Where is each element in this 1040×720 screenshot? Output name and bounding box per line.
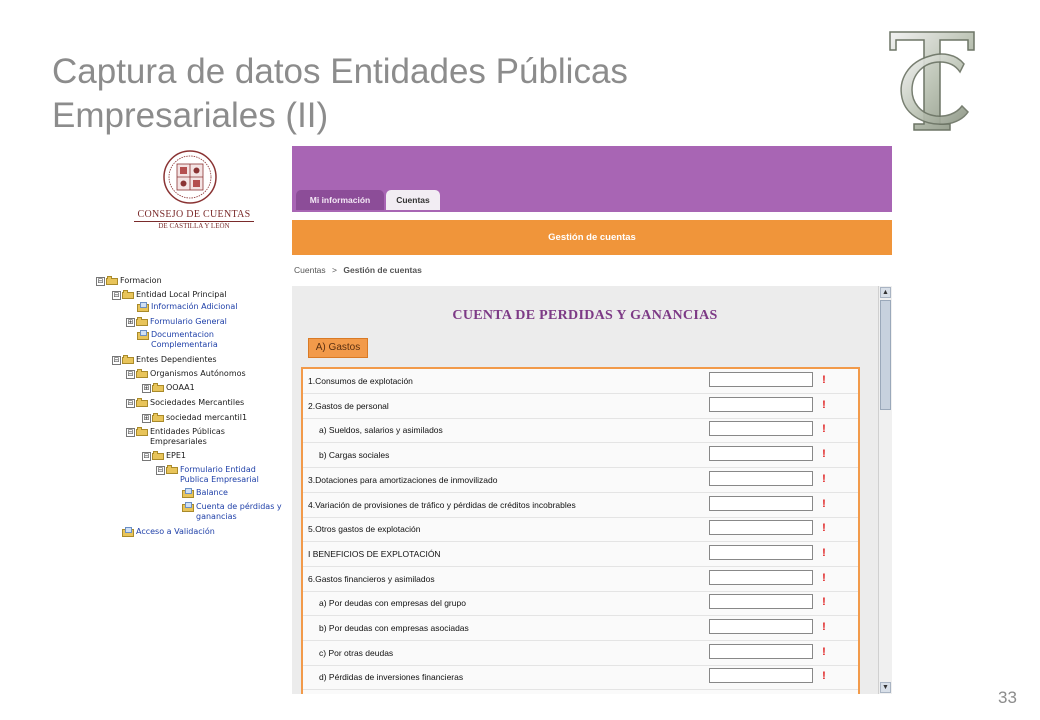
row-label: b) Por deudas con empresas asociadas bbox=[319, 623, 469, 633]
form-row bbox=[303, 369, 858, 394]
section-header: Gestión de cuentas bbox=[292, 220, 892, 255]
amount-input[interactable] bbox=[709, 594, 813, 609]
breadcrumb-current: Gestión de cuentas bbox=[343, 265, 422, 275]
form-row bbox=[303, 468, 858, 493]
form-title: CUENTA DE PERDIDAS Y GANANCIAS bbox=[452, 308, 718, 323]
amount-input[interactable] bbox=[709, 668, 813, 683]
tree-label: Formacion bbox=[120, 276, 162, 285]
tree-node-cuenta-pyg[interactable] bbox=[182, 502, 306, 522]
row-label: 5.Otros gastos de explotación bbox=[308, 524, 421, 535]
tree-node-formulario-general[interactable] bbox=[126, 317, 227, 327]
scrollbar-thumb[interactable] bbox=[880, 300, 891, 410]
expand-icon[interactable]: ⊞ bbox=[143, 384, 150, 392]
collapse-icon[interactable]: ⊟ bbox=[127, 399, 134, 407]
tree-node-organismos[interactable] bbox=[126, 369, 246, 379]
row-label: a) Sueldos, salarios y asimilados bbox=[319, 425, 443, 436]
tree-node-sociedad-mercantil1[interactable] bbox=[142, 413, 247, 423]
document-icon bbox=[182, 488, 194, 498]
folder-open-icon bbox=[166, 465, 178, 474]
tree-node-acceso-validacion[interactable] bbox=[122, 527, 215, 537]
breadcrumb-separator: > bbox=[332, 265, 338, 275]
required-alert-icon: ! bbox=[822, 398, 826, 411]
form-row bbox=[303, 517, 858, 542]
tree-node-informacion-adicional[interactable] bbox=[137, 302, 237, 312]
row-label: 2.Gastos de personal bbox=[308, 400, 389, 411]
document-icon bbox=[122, 527, 134, 537]
tree-label: Entidad Local Principal bbox=[136, 290, 227, 299]
form-row bbox=[303, 616, 858, 641]
top-bar bbox=[292, 146, 892, 212]
amount-input[interactable] bbox=[709, 471, 813, 486]
form-row bbox=[303, 591, 858, 616]
tree-node-formulario-epe[interactable] bbox=[156, 465, 280, 485]
required-alert-icon: ! bbox=[822, 423, 826, 436]
left-panel bbox=[94, 146, 292, 694]
collapse-icon[interactable]: ⊟ bbox=[127, 370, 134, 378]
breadcrumb bbox=[294, 265, 422, 275]
vertical-scrollbar[interactable] bbox=[878, 286, 892, 694]
required-alert-icon: ! bbox=[822, 497, 826, 510]
row-label: b) Cargas sociales bbox=[319, 450, 390, 461]
folder-open-icon bbox=[136, 427, 148, 436]
seal-logo bbox=[162, 148, 218, 206]
tree-label: sociedad mercantil1 bbox=[166, 413, 248, 422]
amount-input[interactable] bbox=[709, 520, 813, 535]
tree-label: Acceso a Validación bbox=[136, 527, 215, 536]
folder-open-icon bbox=[106, 276, 118, 285]
required-alert-icon: ! bbox=[822, 621, 826, 633]
required-alert-icon: ! bbox=[822, 546, 826, 559]
tab-cuentas[interactable]: Cuentas bbox=[386, 190, 440, 210]
tree-label: Formulario General bbox=[150, 317, 227, 326]
form-row bbox=[303, 443, 858, 468]
page-number: 33 bbox=[998, 688, 1017, 707]
tree-label: EPE1 bbox=[166, 451, 187, 460]
collapse-icon[interactable]: ⊟ bbox=[113, 291, 120, 299]
amount-input[interactable] bbox=[709, 644, 813, 659]
folder-icon bbox=[152, 413, 164, 422]
document-icon bbox=[137, 330, 149, 340]
tree-node-entes-dependientes[interactable] bbox=[112, 355, 217, 365]
required-alert-icon: ! bbox=[822, 645, 826, 658]
row-label: 4.Variación de provisiones de tráfico y pérdidas de créditos incobrables bbox=[308, 499, 576, 510]
folder-icon bbox=[136, 317, 148, 326]
slide-title: Captura de datos Entidades Públicas Empresariales (II) bbox=[52, 52, 628, 135]
folder-open-icon bbox=[152, 451, 164, 460]
amount-input[interactable] bbox=[709, 372, 813, 387]
tree-node-entidades-publicas[interactable] bbox=[126, 427, 250, 447]
tree-node-formacion[interactable] bbox=[96, 276, 162, 286]
amount-input[interactable] bbox=[709, 619, 813, 634]
amount-input[interactable] bbox=[709, 421, 813, 436]
collapse-icon[interactable]: ⊟ bbox=[157, 466, 164, 474]
scroll-down-icon[interactable]: ▼ bbox=[880, 682, 891, 693]
required-alert-icon: ! bbox=[822, 571, 826, 584]
amount-input[interactable] bbox=[709, 570, 813, 585]
tree-label: Información Adicional bbox=[151, 302, 238, 311]
form-row bbox=[303, 567, 858, 592]
folder-open-icon bbox=[122, 355, 134, 364]
folder-icon bbox=[152, 383, 164, 392]
amount-input[interactable] bbox=[709, 446, 813, 461]
org-region: DE CASTILLA Y LEÓN bbox=[158, 222, 230, 230]
required-alert-icon: ! bbox=[822, 472, 826, 485]
tree-label: OOAA1 bbox=[166, 383, 195, 392]
row-label: d) Pérdidas de inversiones financieras bbox=[319, 672, 464, 683]
row-label: a) Por deudas con empresas del grupo bbox=[319, 598, 466, 609]
expand-icon[interactable]: ⊞ bbox=[143, 414, 150, 422]
tree-label: Cuenta de pérdidas y ganancias bbox=[196, 502, 282, 521]
folder-open-icon bbox=[122, 290, 134, 299]
folder-open-icon bbox=[136, 398, 148, 407]
required-alert-icon: ! bbox=[822, 596, 826, 609]
section-label: A) Gastos bbox=[308, 338, 368, 358]
tree-node-epe1[interactable] bbox=[142, 451, 186, 461]
tree-node-balance[interactable] bbox=[182, 488, 228, 498]
form-row bbox=[303, 665, 858, 690]
required-alert-icon: ! bbox=[822, 448, 826, 461]
tree-label: Sociedades Mercantiles bbox=[150, 398, 245, 407]
tree-label: Balance bbox=[196, 488, 228, 497]
document-icon bbox=[137, 302, 149, 312]
collapse-icon[interactable]: ⊟ bbox=[113, 356, 120, 364]
form-table bbox=[301, 367, 860, 694]
scroll-up-icon[interactable]: ▲ bbox=[880, 287, 891, 298]
breadcrumb-link-cuentas[interactable]: Cuentas bbox=[294, 265, 326, 275]
document-icon bbox=[182, 502, 194, 512]
main-app bbox=[292, 146, 892, 694]
form-row bbox=[303, 493, 858, 518]
collapse-icon[interactable]: ⊟ bbox=[127, 428, 134, 436]
tree-label: Entes Dependientes bbox=[136, 355, 217, 364]
app-screenshot bbox=[94, 146, 892, 694]
required-alert-icon: ! bbox=[822, 670, 826, 683]
row-label: I BENEFICIOS DE EXPLOTACIÓN bbox=[308, 548, 441, 559]
form-content bbox=[292, 286, 878, 694]
tc-logo bbox=[884, 28, 980, 132]
tree-label: Entidades Públicas Empresariales bbox=[150, 427, 225, 446]
tree-node-ooaa1[interactable] bbox=[142, 383, 195, 393]
form-row bbox=[303, 394, 858, 419]
collapse-icon[interactable]: ⊟ bbox=[143, 452, 150, 460]
form-row bbox=[303, 641, 858, 666]
expand-icon[interactable]: ⊞ bbox=[127, 318, 134, 326]
tree-label: Documentacion Complementaria bbox=[151, 330, 218, 349]
folder-open-icon bbox=[136, 369, 148, 378]
row-label: 1.Consumos de explotación bbox=[308, 376, 413, 386]
row-label: c) Por otras deudas bbox=[319, 647, 394, 658]
row-label: 3.Dotaciones para amortizaciones de inmovilizado bbox=[308, 474, 498, 485]
tree-label: Formulario Entidad Publica Empresarial bbox=[180, 465, 259, 484]
form-row bbox=[303, 542, 858, 567]
row-label: 6.Gastos financieros y asimilados bbox=[308, 573, 435, 584]
tree-node-documentacion[interactable] bbox=[137, 330, 261, 350]
tree-node-sociedades[interactable] bbox=[126, 398, 244, 408]
amount-input[interactable] bbox=[709, 496, 813, 511]
org-name: CONSEJO DE CUENTAS bbox=[134, 209, 254, 222]
amount-input[interactable] bbox=[709, 397, 813, 412]
required-alert-icon: ! bbox=[822, 374, 826, 386]
required-alert-icon: ! bbox=[822, 522, 826, 535]
tab-mi-informacion[interactable]: Mi información bbox=[296, 190, 384, 210]
form-row bbox=[303, 418, 858, 443]
tree-node-entidad-local[interactable] bbox=[112, 290, 226, 300]
collapse-icon[interactable]: ⊟ bbox=[97, 277, 104, 285]
tree-label: Organismos Autónomos bbox=[150, 369, 246, 378]
amount-input[interactable] bbox=[709, 545, 813, 560]
